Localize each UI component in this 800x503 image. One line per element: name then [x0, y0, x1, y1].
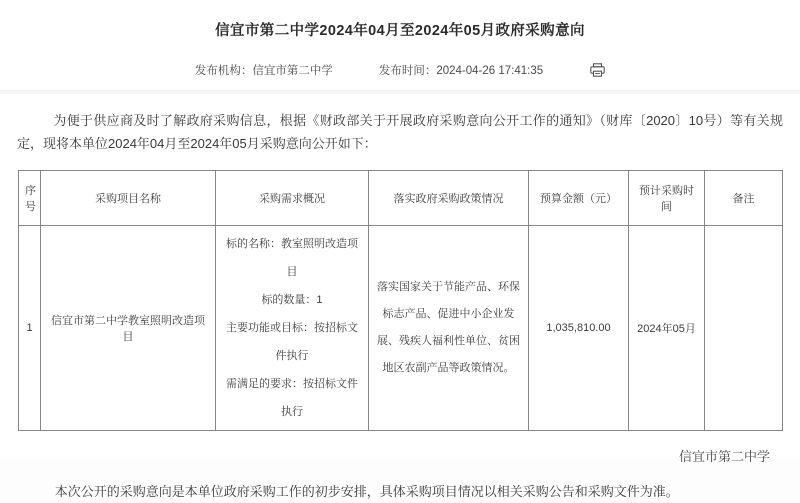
cell-budget: 1,035,810.00	[529, 226, 629, 431]
demand-line: 主要功能或目标：按招标文件执行	[226, 322, 358, 362]
publish-time-value: 2024-04-26 17:41:35	[436, 65, 544, 77]
publisher-label: 发布机构：	[194, 65, 253, 77]
cell-demand-summary	[216, 226, 369, 431]
table-header-row	[19, 171, 783, 226]
table-row	[19, 226, 783, 431]
publish-meta	[0, 62, 800, 78]
page-title: 信宜市第二中学2024年04月至2024年05月政府采购意向	[215, 23, 585, 39]
demand-line: 标的名称：教室照明改造项目	[226, 238, 358, 278]
demand-line: 需满足的要求：按招标文件执行	[226, 378, 358, 418]
publisher-value: 信宜市第二中学	[252, 65, 333, 77]
footer-note: 本次公开的采购意向是本单位政府采购工作的初步安排，具体采购项目情况以相关采购公告和采购文件为准。	[54, 484, 679, 499]
publisher	[195, 62, 333, 78]
header-project-name: 采购项目名称	[41, 171, 216, 226]
header-demand-summary: 采购需求概况	[216, 171, 369, 226]
header-remark: 备注	[705, 171, 783, 226]
procurement-intent-table	[18, 170, 783, 431]
cell-remark	[705, 226, 783, 431]
cell-purchase-time: 2024年05月	[629, 226, 705, 431]
demand-line: 标的数量：1	[261, 294, 323, 306]
header-seq: 序号	[19, 171, 41, 226]
intro-paragraph: 为便于供应商及时了解政府采购信息，根据《财政部关于开展政府采购意向公开工作的通知》（财库〔2020〕10号）等有关规定，现将本单位2024年04月至2024年05月采购意向公开如下：	[17, 113, 783, 151]
cell-policy: 落实国家关于节能产品、环保标志产品、促进中小企业发展、残疾人福利性单位、贫困地区农副产品等政策情况。	[369, 226, 529, 431]
publish-time-label: 发布时间：	[378, 65, 437, 77]
header-purchase-time: 预计采购时间	[629, 171, 705, 226]
cell-project-name: 信宜市第二中学教室照明改造项目	[41, 226, 216, 431]
signature: 信宜市第二中学	[678, 449, 770, 464]
print-icon[interactable]	[589, 63, 605, 78]
header-policy: 落实政府采购政策情况	[369, 171, 529, 226]
cell-seq: 1	[19, 226, 41, 431]
section-divider	[0, 90, 800, 94]
header-budget: 预算金额（元）	[529, 171, 629, 226]
publish-time	[379, 62, 543, 78]
